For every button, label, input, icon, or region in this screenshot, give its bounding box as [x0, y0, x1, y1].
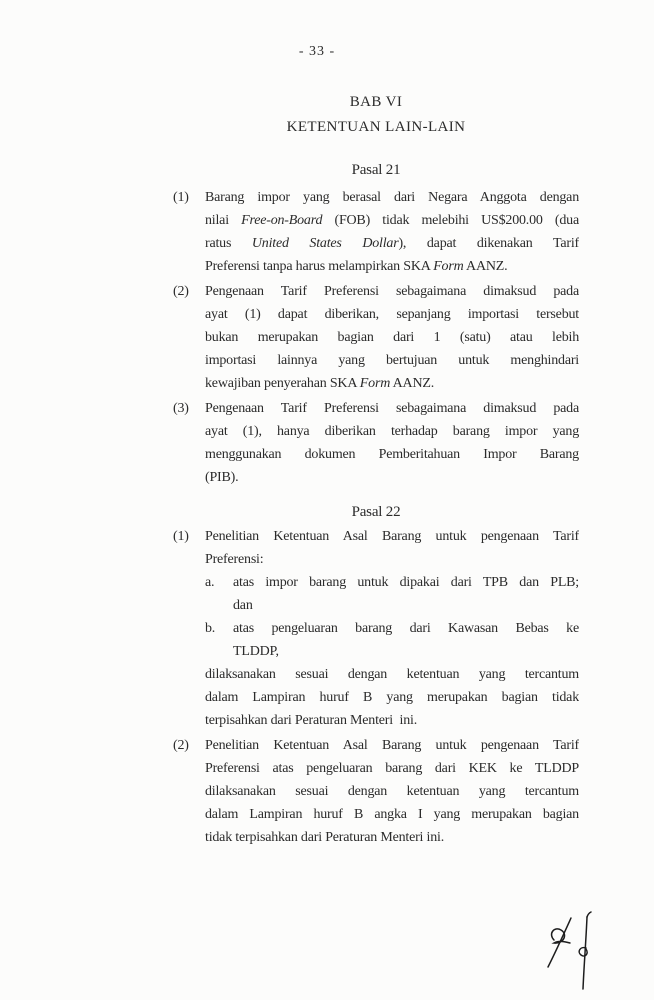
paraf-mark-right	[579, 912, 591, 989]
document-body	[173, 159, 579, 851]
italic-text: Free-on-Board	[241, 213, 323, 228]
text-line: kewajiban penyerahan SKA Form AANZ.	[205, 376, 435, 391]
text-line: terpisahkan dari Peraturan Menteri ini.	[205, 713, 418, 728]
sub-item-body	[233, 571, 579, 617]
sub-item-body	[233, 617, 579, 663]
text-line: ayat (1) dapat diberikan, sepanjang importasi tersebut	[205, 307, 579, 322]
sub-item	[205, 571, 579, 617]
sub-item-letter: a.	[205, 575, 215, 590]
text-line: Preferensi tanpa harus melampirkan SKA Form AANZ.	[205, 259, 508, 274]
text-line: Barang impor yang berasal dari Negara Anggota dengan	[205, 190, 579, 205]
item-number: (1)	[173, 529, 189, 544]
text-line: dan	[233, 598, 253, 613]
text-line: atas impor barang untuk dipakai dari TPB dan PLB;	[233, 575, 579, 590]
text-line: Pengenaan Tarif Preferensi sebagaimana dimaksud pada	[205, 284, 579, 299]
italic-text: Form	[359, 376, 391, 391]
item-body	[205, 734, 579, 849]
text-line: Penelitian Ketentuan Asal Barang untuk pengenaan Tarif	[205, 738, 579, 753]
text-line: tidak terpisahkan dari Peraturan Menteri ini.	[205, 830, 445, 845]
text-line: dalam Lampiran huruf B yang merupakan bagian tidak	[205, 690, 579, 705]
text-line: bukan merupakan bagian dari 1 (satu) atau lebih	[205, 330, 579, 345]
text-line: Preferensi:	[205, 552, 264, 567]
item-number: (1)	[173, 190, 189, 205]
text-line: atas pengeluaran barang dari Kawasan Bebas ke	[233, 621, 579, 636]
paraf-mark-left	[548, 918, 571, 967]
italic-text: United States Dollar	[251, 236, 399, 251]
item-body	[205, 280, 579, 395]
text-line: Pengenaan Tarif Preferensi sebagaimana dimaksud pada	[205, 401, 579, 416]
article-item	[173, 397, 579, 489]
article-item	[173, 280, 579, 395]
item-number: (3)	[173, 401, 189, 416]
text-line: TLDDP,	[233, 644, 279, 659]
text-line: dilaksanakan sesuai dengan ketentuan yang tercantum	[205, 784, 579, 799]
item-body	[205, 186, 579, 278]
section-heading: Pasal 21	[351, 162, 401, 178]
chapter-label: BAB VI	[349, 94, 403, 110]
text-line: ratus United States Dollar), dapat dikenakan Tarif	[205, 236, 579, 251]
chapter-heading	[173, 90, 579, 140]
article-item	[173, 734, 579, 849]
item-body	[205, 525, 579, 732]
sub-item	[205, 617, 579, 663]
item-number: (2)	[173, 738, 189, 753]
item-body	[205, 397, 579, 489]
chapter-title: KETENTUAN LAIN-LAIN	[286, 119, 466, 135]
sub-item-letter: b.	[205, 621, 216, 636]
italic-text: Form	[433, 259, 464, 274]
page-number: - 33 -	[298, 44, 336, 59]
text-line: importasi lainnya yang bertujuan untuk menghindari	[205, 353, 579, 368]
item-number: (2)	[173, 284, 189, 299]
text-line: dilaksanakan sesuai dengan ketentuan yang tercantum	[205, 667, 579, 682]
text-line: ayat (1), hanya diberikan terhadap barang impor yang	[205, 424, 579, 439]
text-line: Preferensi atas pengeluaran barang dari KEK ke TLDDP	[205, 761, 579, 776]
text-line: menggunakan dokumen Pemberitahuan Impor Barang	[205, 447, 579, 462]
section-heading: Pasal 22	[351, 504, 401, 520]
article-item	[173, 186, 579, 278]
article-item	[173, 525, 579, 732]
text-line: Penelitian Ketentuan Asal Barang untuk pengenaan Tarif	[205, 529, 579, 544]
text-line: dalam Lampiran huruf B angka I yang merupakan bagian	[205, 807, 579, 822]
text-line: nilai Free-on-Board (FOB) tidak melebihi US$200.00 (dua	[205, 213, 579, 228]
text-line: (PIB).	[205, 470, 239, 485]
handwritten-paraf-initials	[533, 903, 605, 998]
